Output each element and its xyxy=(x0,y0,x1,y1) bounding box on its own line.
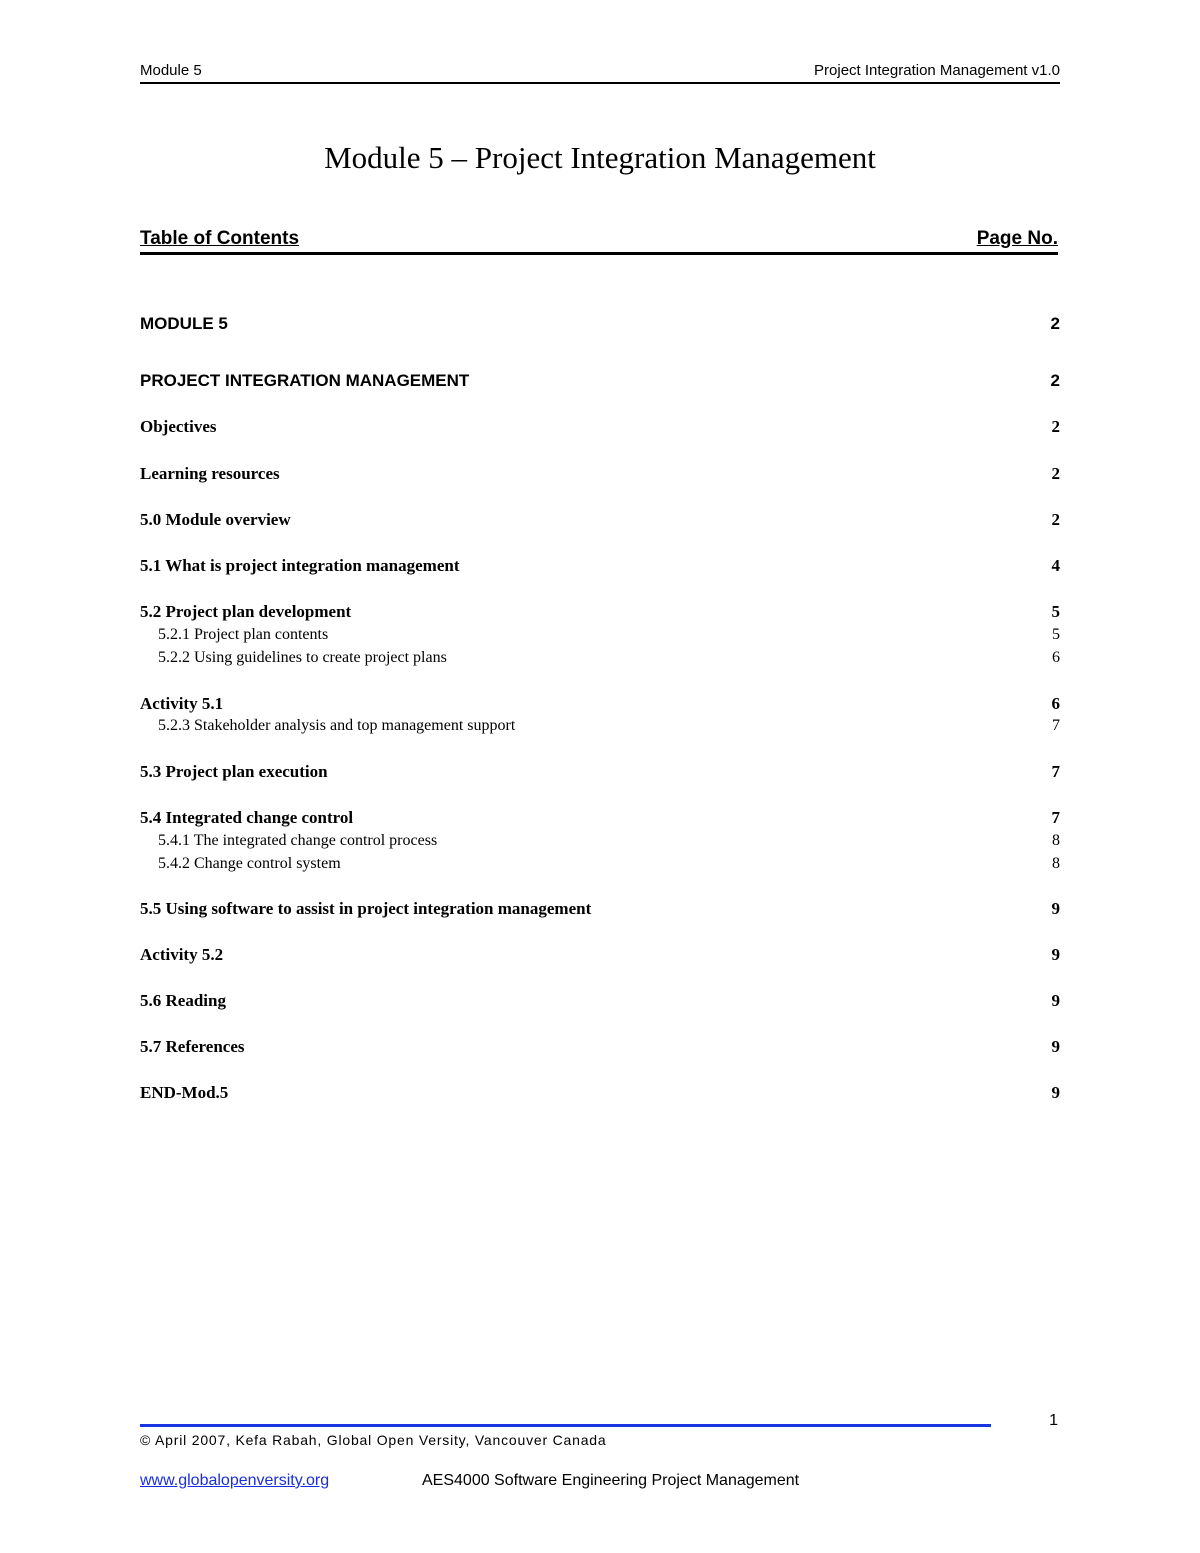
toc-entry-title: 5.0 Module overview xyxy=(140,510,291,529)
toc-entry-page: 8 xyxy=(1052,855,1060,872)
toc-entry-title: Learning resources xyxy=(140,464,280,483)
toc-entry-title: 5.1 What is project integration management xyxy=(140,556,460,575)
toc-entry-title: Activity 5.2 xyxy=(140,945,224,964)
toc-entry-5-4-1[interactable] xyxy=(140,830,1060,852)
toc-entry-title: 5.2.2 Using guidelines to create project plans xyxy=(158,649,447,666)
toc-entry-module-5[interactable] xyxy=(140,313,1060,335)
toc-entry-page: 6 xyxy=(1052,649,1060,666)
toc-entry-page: 9 xyxy=(1051,991,1060,1010)
toc-entry-page: 2 xyxy=(1051,464,1060,483)
toc-entry-title: 5.2.1 Project plan contents xyxy=(158,626,329,643)
toc-entry-5-0[interactable] xyxy=(140,509,1060,531)
toc-entry-page: 9 xyxy=(1051,945,1060,964)
header-rule xyxy=(140,82,1060,84)
toc-entry-page: 2 xyxy=(1051,417,1060,436)
copyright-notice: © April 2007, Kefa Rabah, Global Open Versity, Vancouver Canada xyxy=(140,1432,607,1448)
toc-header xyxy=(140,228,1058,255)
toc-entry-page: 6 xyxy=(1051,694,1060,713)
toc-entry-5-3[interactable] xyxy=(140,761,1060,783)
page-title: Module 5 – Project Integration Management xyxy=(324,140,876,175)
toc-entry-title: Activity 5.1 xyxy=(140,694,224,713)
toc-entry-5-4[interactable] xyxy=(140,807,1060,829)
toc-entry-5-5[interactable] xyxy=(140,898,1060,920)
toc-entry-page: 7 xyxy=(1051,762,1060,781)
toc-entry-activity-5-2[interactable] xyxy=(140,944,1060,966)
toc-entry-page: 5 xyxy=(1051,602,1060,621)
toc-entry-project-integration-management[interactable] xyxy=(140,370,1060,392)
toc-entry-title: 5.4 Integrated change control xyxy=(140,808,354,827)
toc-header-label: Table of Contents xyxy=(140,228,300,249)
page-header xyxy=(140,62,1060,82)
toc-entry-5-2-3[interactable] xyxy=(140,715,1060,737)
toc-entry-objectives[interactable] xyxy=(140,416,1060,438)
toc-entry-page: 8 xyxy=(1052,832,1060,849)
toc-entry-page: 7 xyxy=(1052,717,1060,734)
header-document-title: Project Integration Management v1.0 xyxy=(814,62,1060,79)
footer-rule xyxy=(140,1424,991,1427)
toc-entry-page: 2 xyxy=(1050,371,1060,390)
toc-entry-learning-resources[interactable] xyxy=(140,463,1060,485)
toc-entry-title: PROJECT INTEGRATION MANAGEMENT xyxy=(140,371,470,390)
toc-entry-page: 9 xyxy=(1051,1083,1060,1102)
toc-entry-title: 5.4.1 The integrated change control process xyxy=(158,832,438,849)
toc-entry-title: 5.4.2 Change control system xyxy=(158,855,341,872)
toc-entry-5-2[interactable] xyxy=(140,601,1060,623)
toc-entry-page: 9 xyxy=(1051,1037,1060,1056)
toc-entry-5-7[interactable] xyxy=(140,1036,1060,1058)
toc-entry-page: 4 xyxy=(1051,556,1060,575)
toc-entry-title: 5.2.3 Stakeholder analysis and top management support xyxy=(158,717,516,734)
toc-entry-title: 5.7 References xyxy=(140,1037,245,1056)
toc-entry-title: 5.6 Reading xyxy=(140,991,226,1010)
toc-entry-title: 5.5 Using software to assist in project integration management xyxy=(140,899,592,918)
toc-entry-5-4-2[interactable] xyxy=(140,853,1060,875)
header-module-label: Module 5 xyxy=(140,62,202,79)
toc-entry-title: Objectives xyxy=(140,417,217,436)
toc-entry-title: MODULE 5 xyxy=(140,314,228,333)
toc-entry-title: 5.2 Project plan development xyxy=(140,602,352,621)
toc-entry-page: 2 xyxy=(1051,510,1060,529)
toc-entry-5-6[interactable] xyxy=(140,990,1060,1012)
toc-entry-title: END-Mod.5 xyxy=(140,1083,229,1102)
toc-entry-5-2-2[interactable] xyxy=(140,647,1060,669)
toc-entry-page: 5 xyxy=(1052,626,1060,643)
website-link[interactable]: www.globalopenversity.org xyxy=(140,1472,330,1489)
course-name: AES4000 Software Engineering Project Management xyxy=(422,1472,800,1489)
toc-entry-end-mod-5[interactable] xyxy=(140,1082,1060,1104)
page-number: 1 xyxy=(1049,1412,1058,1429)
toc-entry-page: 2 xyxy=(1050,314,1060,333)
toc-entry-page: 9 xyxy=(1051,899,1060,918)
toc-entry-page: 7 xyxy=(1051,808,1060,827)
toc-entry-activity-5-1[interactable] xyxy=(140,693,1060,715)
toc-entry-title: 5.3 Project plan execution xyxy=(140,762,328,781)
toc-entry-5-1[interactable] xyxy=(140,555,1060,577)
toc-entry-5-2-1[interactable] xyxy=(140,624,1060,646)
toc-header-page-label: Page No. xyxy=(976,228,1058,249)
